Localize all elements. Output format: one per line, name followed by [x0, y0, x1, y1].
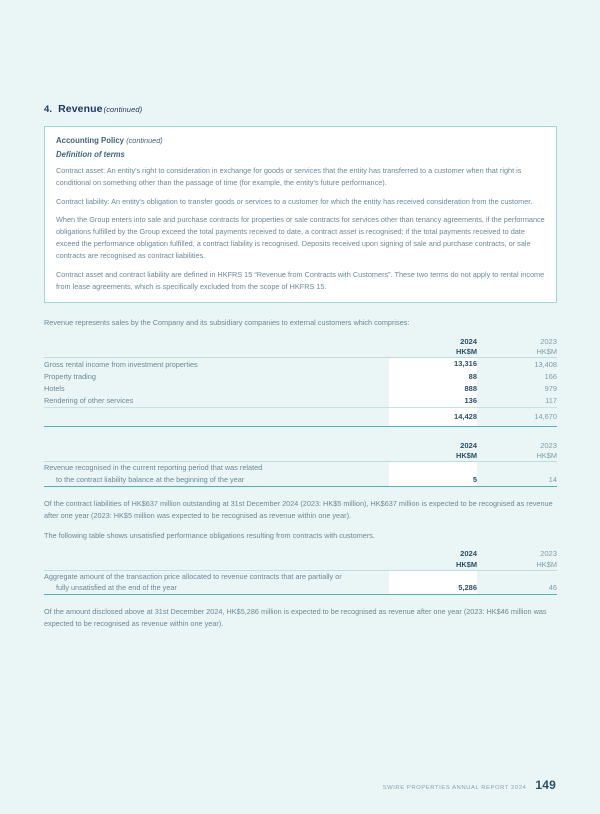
column-unit-2023: HK$M	[536, 451, 557, 461]
row-label	[44, 462, 389, 487]
table-header	[44, 549, 557, 570]
table-header	[44, 337, 557, 358]
column-unit-2024: HK$M	[456, 347, 477, 357]
row-label: Hotels	[44, 383, 65, 393]
row-value-2023: 117	[545, 395, 557, 405]
table-row	[44, 371, 557, 383]
spacer	[44, 303, 557, 317]
note-number: 4.	[44, 104, 53, 115]
column-header-2024: 2024	[460, 441, 477, 451]
table-row	[44, 570, 557, 595]
column-header-2024: 2024	[460, 549, 477, 559]
total-value-2024: 14,428	[389, 407, 477, 426]
row-label-line2: fully unsatisfied at the end of the year	[56, 583, 177, 593]
table-row	[44, 358, 557, 371]
column-header-2023: 2023	[540, 549, 557, 559]
following-table-paragraph: The following table shows unsatisfied performance obligations resulting from contracts with customers.	[44, 530, 375, 540]
column-header-2023: 2023	[540, 441, 557, 451]
table-header-row-unit	[44, 560, 557, 570]
footer-page-number: 149	[535, 778, 556, 792]
spacer	[44, 595, 557, 606]
row-value-2023: 166	[544, 371, 557, 381]
row-label-line1: Revenue recognised in the current reporting period that was related	[44, 463, 263, 473]
accounting-policy-continued-label: (continued)	[126, 136, 163, 145]
row-value-2024: 88	[389, 371, 477, 383]
spacer	[44, 541, 557, 549]
row-label: Property trading	[44, 371, 96, 381]
table-header-row-year	[44, 549, 557, 559]
table-header-blank	[44, 441, 389, 451]
policy-paragraph-contract-liability: Contract liability: An entity's obligation to transfer goods or services to a customer for which the entity has received consideration from the customer.	[56, 196, 533, 206]
contract-liability-table	[44, 441, 557, 487]
table-body	[44, 358, 557, 427]
table-header-row-unit	[44, 451, 557, 461]
policy-paragraph-hkfrs15: Contract asset and contract liability are defined in HKFRS 15 “Revenue from Contracts with Customers”. These two terms do not apply to rental income from lease agreements, which is specifically excluded from the scope of HKFRS 15.	[56, 269, 545, 291]
row-value-2024: 136	[389, 395, 477, 408]
spacer	[44, 522, 557, 530]
table-row	[44, 395, 557, 408]
column-unit-2024: HK$M	[456, 559, 477, 569]
total-value-2023: 14,670	[477, 407, 557, 426]
row-label: Rendering of other services	[44, 396, 134, 406]
spacer	[44, 487, 557, 498]
closing-paragraph: Of the amount disclosed above at 31st December 2024, HK$5,286 million is expected to be recognised as revenue after one year (2023: HK$46 million was expected to be recognised as revenue within one year).	[44, 607, 547, 629]
row-value-2023: 979	[544, 383, 557, 393]
policy-paragraph-group-contracts: When the Group enters into sale and purchase contracts for properties or sale contracts for services other than tenancy agreements, if the performance obligations fulfilled by the Group exceed the total payments received to date, a contract asset is recognised; if the total payments received to date exceed the performance obligation fulfilled, a contract liability is recognised. Deposits received upon signing of sale and purchase contracts, or sale contracts are recognised as contract liabilities.	[56, 215, 545, 260]
row-value-2023: 14	[548, 474, 557, 484]
table-header-blank	[44, 337, 389, 347]
row-value-2023: 46	[548, 583, 557, 593]
footer-report-title: SWIRE PROPERTIES ANNUAL REPORT 2024	[382, 785, 527, 791]
row-value-2024: 5,286	[389, 570, 477, 595]
column-header-2024: 2024	[460, 337, 477, 347]
table-total-row	[44, 407, 557, 426]
table-header-row-year	[44, 337, 557, 347]
column-header-2023: 2023	[540, 337, 557, 347]
note-continued-label: (continued)	[103, 105, 143, 114]
total-label	[44, 407, 389, 426]
table-header-row-year	[44, 441, 557, 451]
table-row	[44, 462, 557, 487]
intro-paragraph: Revenue represents sales by the Company and its subsidiary companies to external customers which comprises:	[44, 318, 410, 328]
row-value-2024: 888	[389, 383, 477, 395]
page-content	[44, 103, 557, 630]
definition-of-terms-subtitle: Definition of terms	[56, 150, 125, 159]
table-header-blank	[44, 549, 389, 559]
row-label: Gross rental income from investment properties	[44, 359, 198, 369]
accounting-policy-title-text: Accounting Policy	[56, 136, 125, 145]
table-header-blank-unit	[44, 451, 389, 461]
row-label	[44, 570, 389, 595]
table-header-blank-unit	[44, 347, 389, 357]
row-value-2023: 13,408	[534, 359, 557, 369]
spacer	[44, 427, 557, 441]
row-label-line1: Aggregate amount of the transaction price allocated to revenue contracts that are partially or	[44, 571, 342, 581]
unsatisfied-obligations-table	[44, 549, 557, 595]
row-value-2024: 13,316	[389, 358, 477, 371]
spacer	[44, 329, 557, 337]
table-header-row-unit	[44, 347, 557, 357]
page-footer	[383, 778, 556, 792]
row-value-2024: 5	[389, 462, 477, 487]
row-label-line2: to the contract liability balance at the beginning of the year	[56, 475, 245, 485]
contract-liabilities-paragraph: Of the contract liabilities of HK$637 million outstanding at 31st December 2024 (2023: HK$5 million), HK$637 million is expected to be recognised as revenue after one year (2023: HK$5 million was expected to be recognised as revenue within one year).	[44, 498, 553, 520]
policy-paragraph-contract-asset: Contract asset: An entity's right to consideration in exchange for goods or services that the entity has transferred to a customer when that right is conditional on something other than the passage of time (for example, the entity's future performance).	[56, 166, 522, 187]
table-header-blank-unit	[44, 560, 389, 570]
table-body	[44, 462, 557, 487]
column-unit-2023: HK$M	[536, 559, 557, 569]
revenue-breakdown-table	[44, 337, 557, 427]
table-body	[44, 570, 557, 595]
column-unit-2024: HK$M	[456, 451, 477, 461]
accounting-policy-box	[44, 126, 557, 303]
column-unit-2023: HK$M	[536, 347, 557, 357]
accounting-policy-title	[56, 136, 545, 145]
page-title	[44, 103, 557, 115]
note-title: Revenue	[58, 103, 103, 115]
table-row	[44, 383, 557, 395]
table-header	[44, 441, 557, 462]
